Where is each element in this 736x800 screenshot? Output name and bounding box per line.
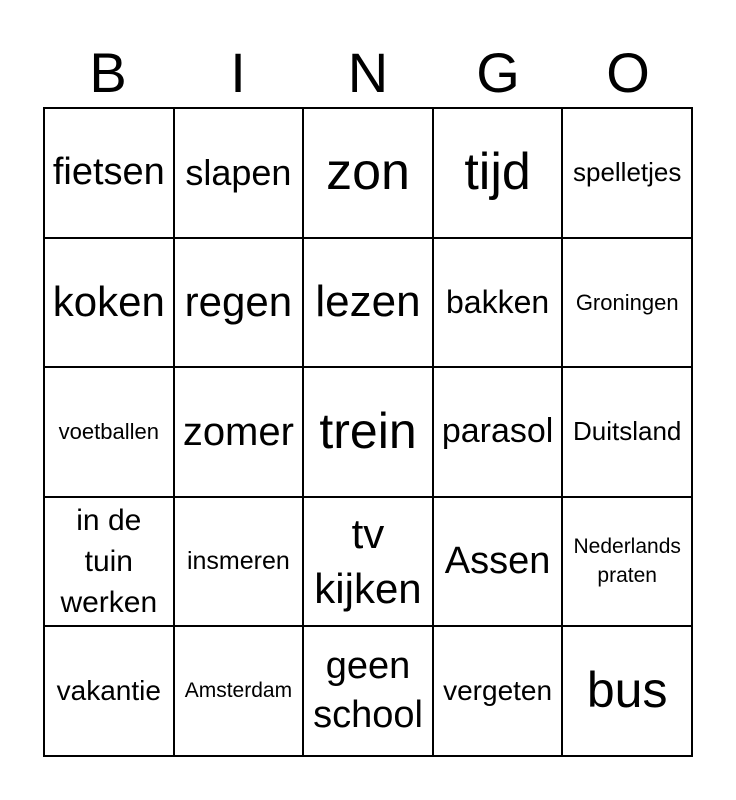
bingo-cell[interactable] (433, 238, 563, 368)
bingo-cell[interactable] (174, 367, 304, 497)
header-letter-g: G (476, 41, 520, 104)
cell-text: vergeten (443, 675, 553, 707)
cell-text: tv kijken (314, 510, 422, 612)
bingo-cell[interactable] (44, 367, 174, 497)
bingo-cell[interactable] (433, 367, 563, 497)
bingo-cell[interactable] (433, 108, 563, 238)
cell-text: zomer (182, 409, 294, 454)
cell-text: in de tuin werken (60, 503, 158, 620)
bingo-cell[interactable] (562, 238, 692, 368)
cell-text: lezen (315, 277, 421, 327)
bingo-cell[interactable] (303, 626, 433, 756)
cell-text: fietsen (52, 150, 165, 193)
bingo-cell[interactable] (303, 238, 433, 368)
cell-text: voetballen (58, 419, 159, 445)
bingo-cell[interactable] (174, 626, 304, 756)
cell-text: insmeren (186, 547, 290, 576)
cell-text: zon (326, 142, 410, 201)
bingo-cell[interactable] (303, 367, 433, 497)
bingo-cell[interactable] (44, 497, 174, 627)
bingo-cell[interactable] (44, 238, 174, 368)
bingo-cell[interactable] (174, 238, 304, 368)
cell-text: trein (319, 403, 417, 460)
cell-text: Assen (444, 539, 551, 582)
cell-text: bakken (446, 283, 550, 320)
bingo-card (43, 107, 693, 757)
cell-text: Amsterdam (184, 679, 293, 703)
cell-text: spelletjes (572, 156, 682, 187)
cell-text: slapen (185, 152, 292, 194)
bingo-cell[interactable] (174, 497, 304, 627)
cell-text: Nederlands praten (573, 535, 681, 587)
cell-text: geen school (313, 644, 423, 737)
cell-text: koken (52, 278, 165, 326)
header-letter-n: N (347, 41, 389, 104)
cell-text: Groningen (575, 289, 679, 315)
bingo-cell[interactable] (44, 108, 174, 238)
header-letter-b: B (89, 41, 127, 104)
bingo-cell[interactable] (433, 497, 563, 627)
cell-text: bus (586, 662, 668, 719)
bingo-cell[interactable] (433, 626, 563, 756)
cell-text: tijd (464, 142, 531, 201)
bingo-cell[interactable] (303, 497, 433, 627)
bingo-cell[interactable] (562, 497, 692, 627)
header-letter-i: I (230, 41, 246, 104)
bingo-cell[interactable] (303, 108, 433, 238)
cell-text: vakantie (56, 675, 161, 707)
bingo-cell[interactable] (562, 626, 692, 756)
cell-text: parasol (441, 412, 554, 451)
bingo-cell[interactable] (174, 108, 304, 238)
bingo-cell[interactable] (562, 108, 692, 238)
cell-text: regen (184, 278, 293, 326)
header-letter-o: O (606, 41, 650, 104)
bingo-cell[interactable] (44, 626, 174, 756)
cell-text: Duitsland (572, 416, 682, 447)
bingo-cell[interactable] (562, 367, 692, 497)
bingo-header (43, 40, 693, 106)
